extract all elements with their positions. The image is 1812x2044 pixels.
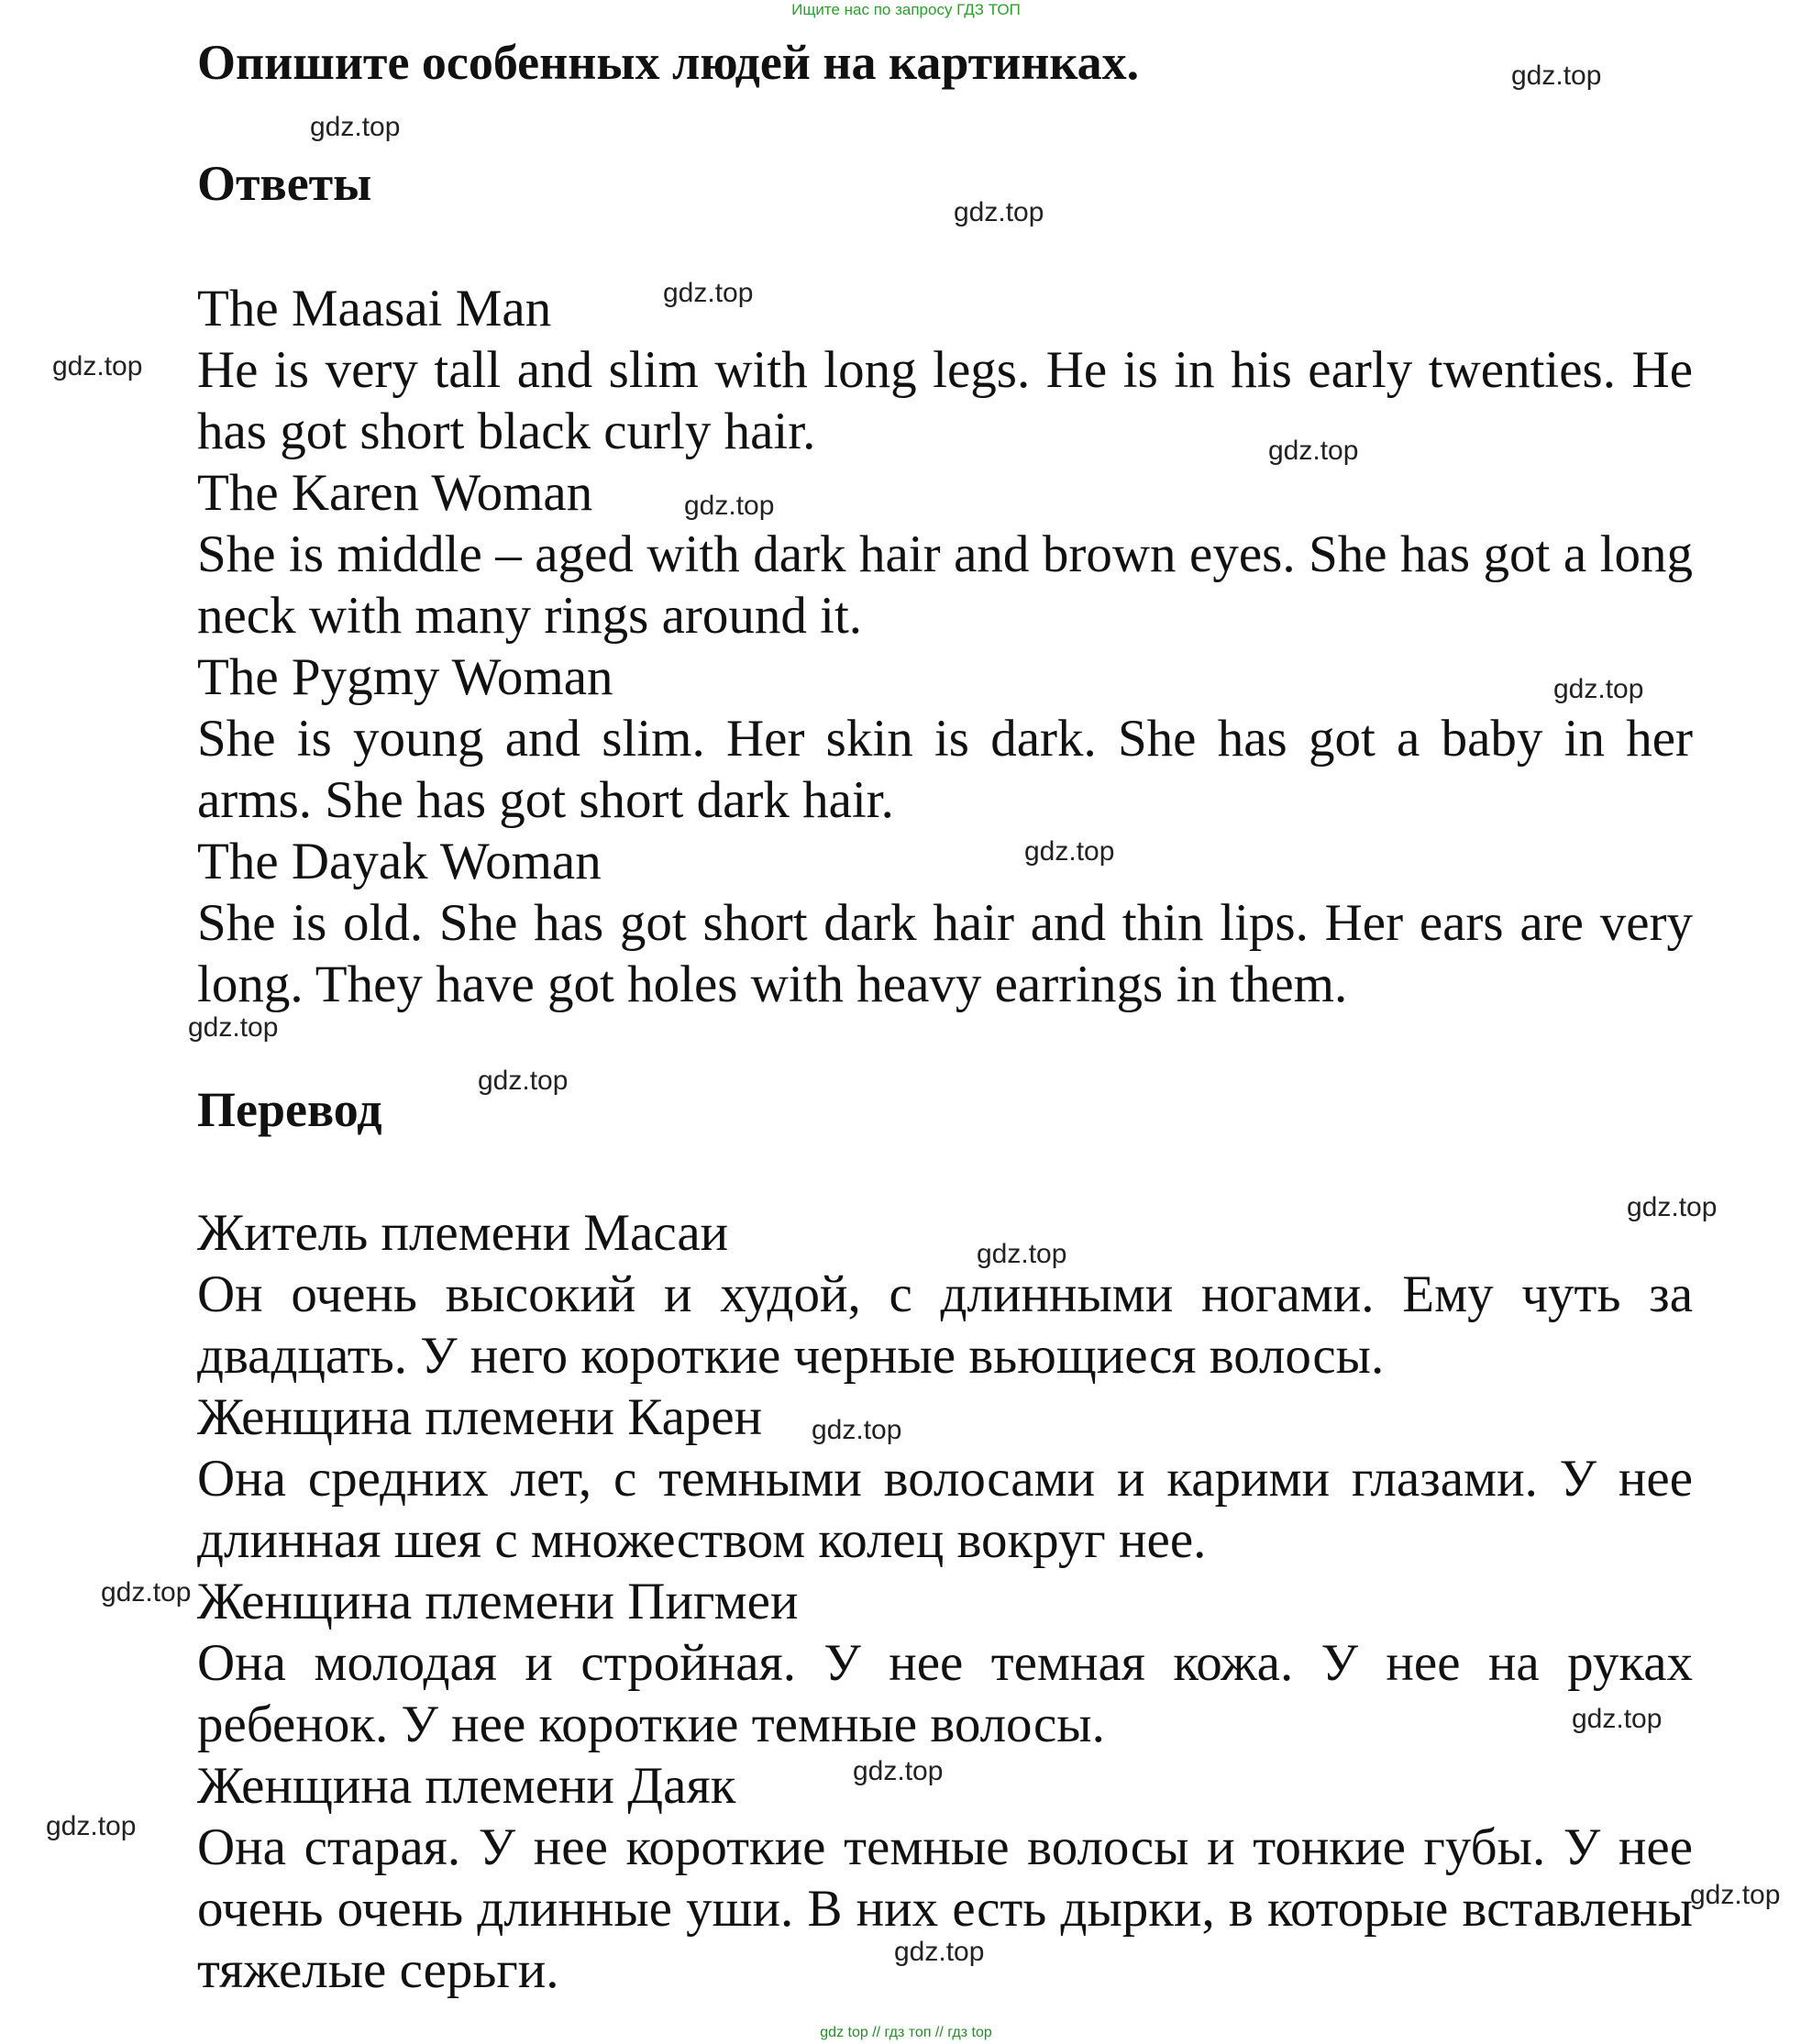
watermark: gdz.top [812, 1415, 902, 1445]
watermark: gdz.top [478, 1066, 569, 1096]
translation-name: Женщина племени Пигмеи [197, 1573, 799, 1630]
translation-name: Женщина племени Карен [197, 1388, 763, 1446]
answers-section [88, 278, 1693, 1015]
watermark: gdz.top [853, 1756, 944, 1786]
watermark: gdz.top [1268, 436, 1359, 466]
answer-name: The Dayak Woman [197, 833, 602, 890]
watermark: gdz.top [954, 197, 1044, 227]
watermark: gdz.top [52, 351, 143, 381]
translation-text: Она старая. У нее короткие темные волосы и тонкие губы. У нее очень очень длинные уши. В них есть дырки, в которые вставлены тяжелые серьги. [197, 1818, 1693, 1999]
translation-text: Он очень высокий и худой, с длинными ногами. Ему чуть за двадцать. У него короткие черные вьющиеся волосы. [197, 1265, 1693, 1385]
translation-heading: Перевод [197, 1082, 382, 1137]
footer-links: gdz top // гдз топ // гдз top [820, 2025, 992, 2040]
watermark: gdz.top [663, 278, 754, 308]
translation-text: Она молодая и стройная. У нее темная кожа. У нее на руках ребенок. У нее короткие темные волосы. [197, 1634, 1693, 1753]
watermark: gdz.top [977, 1239, 1067, 1269]
watermark: gdz.top [101, 1577, 192, 1608]
watermark: gdz.top [1572, 1704, 1663, 1734]
watermark: gdz.top [894, 1937, 985, 1967]
watermark: gdz.top [1627, 1192, 1718, 1222]
watermark: gdz.top [188, 1012, 279, 1043]
translation-name: Житель племени Масаи [197, 1204, 729, 1262]
watermark: gdz.top [1553, 674, 1644, 704]
answer-text: She is old. She has got short dark hair and thin lips. Her ears are very long. They have got holes with heavy earrings in them. [197, 894, 1693, 1013]
watermark: gdz.top [1511, 61, 1602, 91]
answers-heading: Ответы [197, 156, 372, 211]
watermark: gdz.top [1690, 1880, 1781, 1910]
watermark: gdz.top [1024, 836, 1115, 867]
answer-name: The Karen Woman [197, 464, 593, 522]
translation-name: Женщина племени Даяк [197, 1757, 736, 1815]
answer-text: She is young and slim. Her skin is dark. She has got a baby in her arms. She has got short dark hair. [197, 710, 1693, 829]
answer-text: She is middle – aged with dark hair and brown eyes. She has got a long neck with many rings around it. [197, 525, 1693, 645]
answer-name: The Maasai Man [197, 280, 552, 337]
watermark: gdz.top [684, 491, 775, 521]
task-title: Опишите особенных людей на картинках. [197, 35, 1140, 90]
answer-text: He is very tall and slim with long legs. He is in his early twenties. He has got short black curly hair. [197, 341, 1693, 460]
translation-section [88, 1202, 1693, 2001]
watermark: gdz.top [310, 112, 401, 142]
top-banner: Ищите нас по запросу ГДЗ ТОП [791, 1, 1021, 18]
watermark: gdz.top [46, 1811, 137, 1841]
translation-text: Она средних лет, с темными волосами и карими глазами. У нее длинная шея с множеством колец вокруг нее. [197, 1450, 1693, 1569]
answer-name: The Pygmy Woman [197, 648, 613, 706]
